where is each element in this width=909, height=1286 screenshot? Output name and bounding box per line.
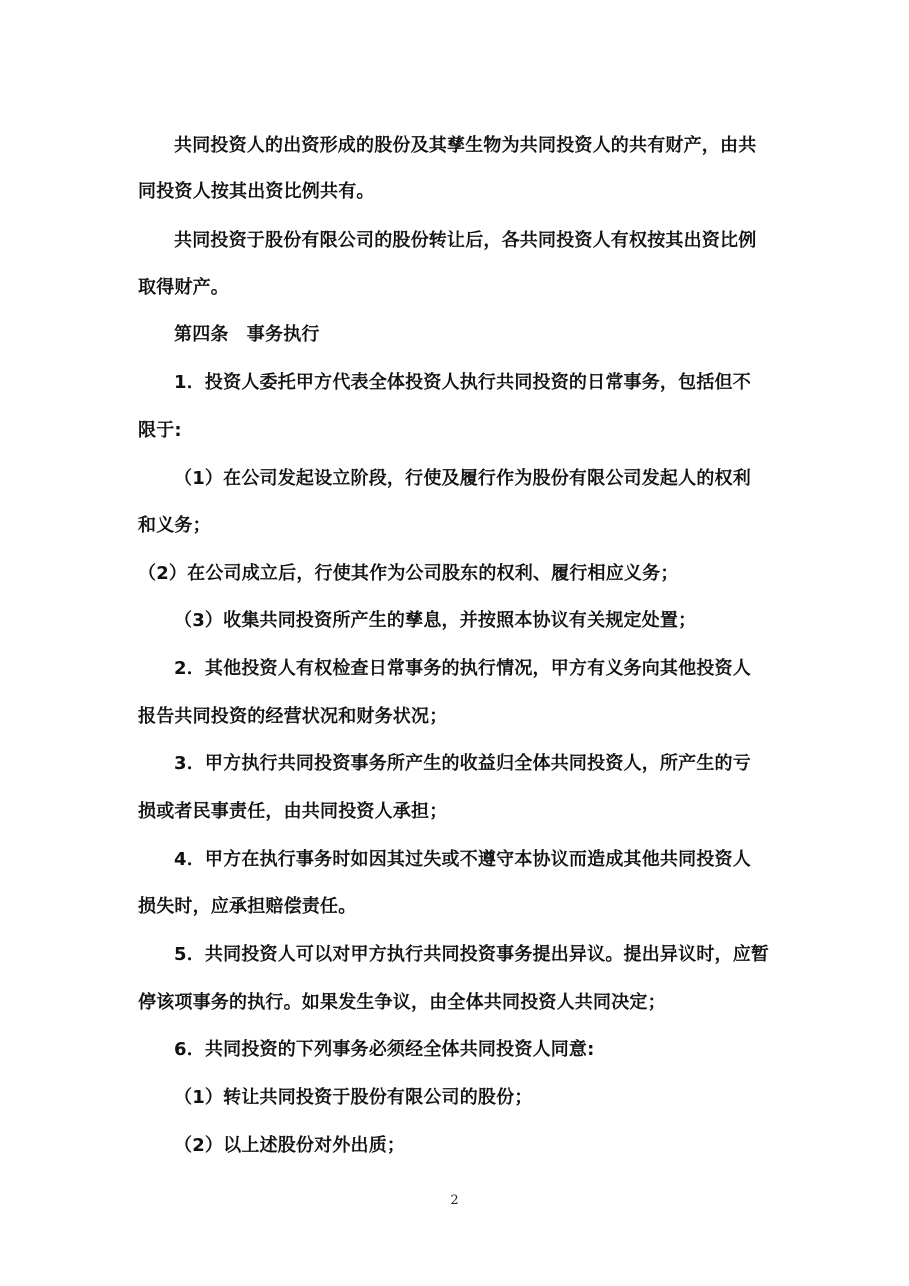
section-heading: 第四条 事务执行 — [174, 324, 320, 345]
paragraph-line: 报告共同投资的经营状况和财务状况； — [138, 706, 448, 727]
paragraph-line: 1．投资人委托甲方代表全体投资人执行共同投资的日常事务，包括但不 — [174, 372, 751, 393]
list-item-line: （1）在公司发起设立阶段，行使及履行作为股份有限公司发起人的权利 — [174, 468, 751, 489]
paragraph-line: 损或者民事责任，由共同投资人承担； — [138, 801, 448, 822]
paragraph-line: 共同投资于股份有限公司的股份转让后，各共同投资人有权按其出资比例 — [174, 230, 757, 251]
paragraph-line: 4．甲方在执行事务时如因其过失或不遵守本协议而造成其他共同投资人 — [174, 849, 751, 870]
paragraph-line: 同投资人按其出资比例共有。 — [138, 181, 375, 202]
paragraph-line: 损失时，应承担赔偿责任。 — [138, 896, 357, 917]
paragraph-line: 3．甲方执行共同投资事务所产生的收益归全体共同投资人，所产生的亏 — [174, 753, 751, 774]
paragraph-line: 停该项事务的执行。如果发生争议，由全体共同投资人共同决定； — [138, 992, 666, 1013]
paragraph-line: 共同投资人的出资形成的股份及其孳生物为共同投资人的共有财产，由共 — [174, 135, 757, 156]
paragraph-line: 6．共同投资的下列事务必须经全体共同投资人同意: — [174, 1039, 595, 1060]
list-item-line: （2）在公司成立后，行使其作为公司股东的权利、履行相应义务； — [138, 563, 679, 584]
list-item-line: 和义务； — [138, 515, 211, 536]
paragraph-line: 取得财产。 — [138, 277, 229, 298]
list-item-line: （3）收集共同投资所产生的孳息，并按照本协议有关规定处置； — [174, 610, 697, 631]
paragraph-line: 5．共同投资人可以对甲方执行共同投资事务提出异议。提出异议时，应暂 — [174, 944, 770, 965]
list-item-line: （2）以上述股份对外出质； — [174, 1135, 406, 1156]
list-item-line: （1）转让共同投资于股份有限公司的股份； — [174, 1087, 533, 1108]
paragraph-line: 限于: — [138, 420, 182, 441]
paragraph-line: 2．其他投资人有权检查日常事务的执行情况，甲方有义务向其他投资人 — [174, 658, 751, 679]
page-number: 2 — [450, 1193, 459, 1208]
